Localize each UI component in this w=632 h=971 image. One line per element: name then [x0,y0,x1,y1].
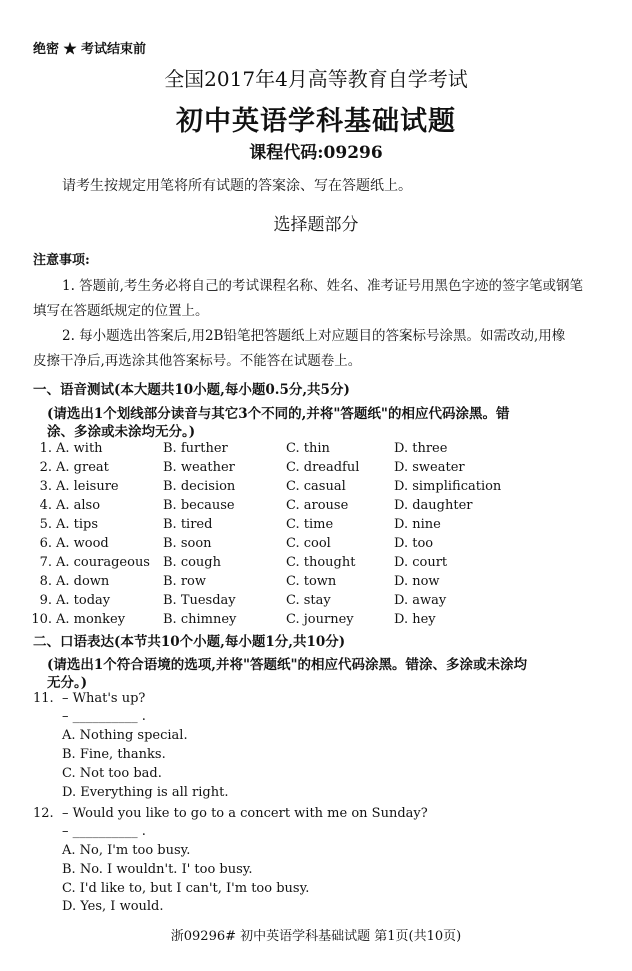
option-d: D. nine [394,517,441,532]
question-row [0,536,632,555]
option-d: D. daughter [394,498,473,513]
subject-title: 初中英语学科基础试题 [176,106,456,137]
option-a: A. also [56,498,101,513]
question-row [0,498,632,517]
option-b: B. cough [163,555,221,570]
question-row [0,612,632,631]
page-footer: 浙09296# 初中英语学科基础试题 第1页(共10页) [170,929,462,944]
section1-title: 一、语音测试(本大题共10小题,每小题0.5分,共5分) [33,382,350,398]
option-c: C. journey [286,612,354,627]
question-number: 9. [39,593,52,608]
q12-number: 12. [33,806,54,821]
q11-answer-blank: – __________ . [62,709,146,724]
option-a: A. with [56,441,103,456]
section1-desc-cont: 涂、多涂或未涂均无分。) [47,424,196,440]
q12-answer-blank: – __________ . [62,824,146,839]
option-c: C. town [286,574,337,589]
note-item-1: 1. 答题前,考生务必将自己的考试课程名称、姓名、准考证号用黑色字迹的签字笔或钢笔 [62,278,583,294]
question-number: 10. [31,612,52,627]
note-item-2: 2. 每小题选出答案后,用2B铅笔把答题纸上对应题目的答案标号涂黑。如需改动,用橡 [62,328,566,344]
option-b: B. further [163,441,228,456]
answer-instruction: 请考生按规定用笔将所有试题的答案涂、写在答题纸上。 [62,178,412,194]
option-d: D. hey [394,612,436,627]
question-number: 6. [39,536,52,551]
section2-desc-cont: 无分。) [47,675,88,691]
q11-option-c: C. Not too bad. [62,766,162,781]
q12-option-c: C. I'd like to, but I can't, I'm too busy. [62,881,310,896]
option-a: A. leisure [56,479,119,494]
option-b: B. weather [163,460,235,475]
option-b: B. because [163,498,235,513]
q12-prompt: – Would you like to go to a concert with me on Sunday? [62,806,428,821]
question-number: 7. [39,555,52,570]
q11-option-d: D. Everything is all right. [62,785,229,800]
option-a: A. wood [56,536,109,551]
q11-prompt: – What's up? [62,691,146,706]
exam-title: 全国2017年4月高等教育自学考试 [164,67,468,91]
option-c: C. thought [286,555,356,570]
option-d: D. three [394,441,448,456]
option-d: D. simplification [394,479,502,494]
part-title: 选择题部分 [273,215,359,235]
q11-number: 11. [33,691,54,706]
option-b: B. decision [163,479,236,494]
question-row [0,479,632,498]
option-d: D. sweater [394,460,465,475]
question-row [0,441,632,460]
option-a: A. down [56,574,110,589]
option-c: C. arouse [286,498,349,513]
option-b: B. soon [163,536,212,551]
note-item-2-cont: 皮擦干净后,再选涂其他答案标号。不能答在试题卷上。 [33,353,362,369]
question-number: 4. [39,498,52,513]
option-b: B. tired [163,517,213,532]
question-row [0,574,632,593]
question-row [0,460,632,479]
question-row [0,555,632,574]
section2-desc: (请选出1个符合语境的选项,并将"答题纸"的相应代码涂黑。错涂、多涂或未涂均 [47,657,528,673]
option-c: C. casual [286,479,346,494]
q12-option-d: D. Yes, I would. [62,899,164,914]
section2-title: 二、口语表达(本节共10个小题,每小题1分,共10分) [33,634,346,650]
option-c: C. dreadful [286,460,360,475]
question-number: 5. [39,517,52,532]
notes-heading: 注意事项: [33,253,90,268]
q12-option-a: A. No, I'm too busy. [62,843,191,858]
option-b: B. Tuesday [163,593,236,608]
question-number: 1. [39,441,52,456]
q11-option-b: B. Fine, thanks. [62,747,166,762]
option-d: D. too [394,536,434,551]
question-number: 2. [39,460,52,475]
question-row [0,593,632,612]
option-b: B. chimney [163,612,237,627]
question-number: 3. [39,479,52,494]
option-b: B. row [163,574,206,589]
option-a: A. monkey [56,612,126,627]
option-a: A. courageous [56,555,150,570]
question-number: 8. [39,574,52,589]
course-code: 课程代码:09296 [249,143,383,163]
note-item-1-cont: 填写在答题纸规定的位置上。 [33,303,209,319]
option-d: D. court [394,555,448,570]
option-a: A. tips [56,517,99,532]
section1-desc: (请选出1个划线部分读音与其它3个不同的,并将"答题纸"的相应代码涂黑。错 [47,406,510,422]
q12-option-b: B. No. I wouldn't. I' too busy. [62,862,253,877]
question-row [0,517,632,536]
option-c: C. thin [286,441,330,456]
option-d: D. now [394,574,440,589]
option-a: A. today [56,593,111,608]
confidential-label: 绝密 ★ 考试结束前 [33,42,147,57]
option-a: A. great [56,460,109,475]
option-c: C. cool [286,536,331,551]
option-d: D. away [394,593,447,608]
option-c: C. time [286,517,334,532]
q11-option-a: A. Nothing special. [62,728,188,743]
option-c: C. stay [286,593,331,608]
